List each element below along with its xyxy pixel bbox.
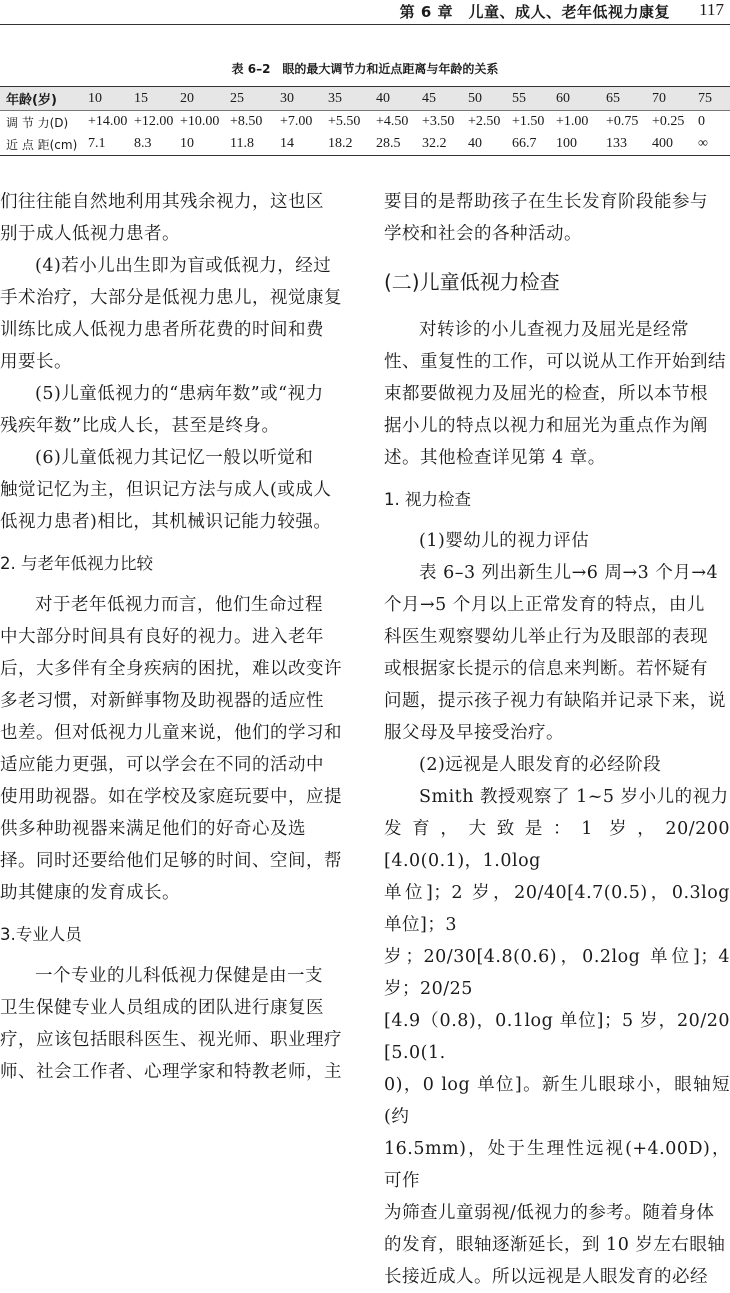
text-line: 性、重复性的工作，可以说从工作开始到结	[384, 352, 726, 372]
table-cell: 66.7	[512, 133, 556, 156]
table-row	[0, 133, 730, 156]
text-line: 学校和社会的各种活动。	[384, 224, 582, 244]
section-heading: 3.专业人员	[0, 925, 82, 944]
table-cell: +0.75	[606, 114, 639, 129]
text-line: 中大部分时间具有良好的视力。进入老年	[0, 627, 324, 647]
paragraph	[0, 378, 352, 442]
table-cell: 15	[134, 87, 180, 111]
paragraph	[0, 186, 352, 250]
text-line: (5)儿童低视力的“患病年数”或“视力	[35, 384, 324, 404]
table-cell: 65	[606, 87, 652, 111]
table-cell: 100	[556, 133, 606, 156]
right-column	[384, 186, 730, 1293]
text-line: 助其健康的发育成长。	[0, 883, 180, 903]
table-cell: 18.2	[328, 133, 376, 156]
table-row	[0, 111, 730, 134]
text-line: 对转诊的小儿查视力及屈光是经常	[419, 320, 689, 340]
table-cell: +3.50	[422, 114, 455, 129]
row-label: 近 点 距(cm)	[0, 133, 88, 156]
paragraph	[384, 781, 730, 1293]
text-line: 后，大多伴有全身疾病的困扰，难以改变许	[0, 659, 342, 679]
row-label: 年龄(岁)	[0, 87, 88, 111]
text-line: 残疾年数”比成人长，甚至是终身。	[0, 416, 280, 436]
table-cell: 133	[606, 133, 652, 156]
table-cell: +5.50	[328, 114, 361, 129]
table-cell: 40	[376, 87, 422, 111]
table-cell: 7.1	[88, 133, 134, 156]
text-line: 适应能力更强，可以学会在不同的活动中	[0, 755, 324, 775]
paragraph	[384, 186, 730, 250]
paragraph	[384, 749, 730, 781]
section-heading: 1. 视力检查	[384, 490, 471, 509]
text-line: (6)儿童低视力其记忆一般以听觉和	[35, 448, 314, 468]
text-line: 问题，提示孩子视力有缺陷并记录下来，说	[384, 691, 726, 711]
paragraph	[384, 525, 730, 557]
text-line: 长接近成人。所以远视是人眼发育的必经	[384, 1267, 708, 1287]
table-cell: +0.25	[652, 114, 685, 129]
text-line: (1)婴幼儿的视力评估	[419, 531, 590, 551]
text-line: 师、社会工作者、心理学家和特教老师，主	[0, 1062, 342, 1082]
text-line: 也差。但对低视力儿童来说，他们的学习和	[0, 723, 342, 743]
text-line: 据小儿的特点以视力和屈光为重点作为阐	[384, 416, 708, 436]
text-line: (4)若小儿出生即为盲或低视力，经过	[35, 256, 332, 276]
text-line: 或根据家长提示的信息来判断。若怀疑有	[384, 659, 708, 679]
table-caption: 表 6–2 眼的最大调节力和近点距离与年龄的关系	[231, 62, 499, 76]
table-cell: 400	[652, 133, 698, 156]
table-cell: 32.2	[422, 133, 468, 156]
table-cell: ∞	[698, 133, 730, 156]
text-line: 手术治疗，大部分是低视力患儿，视觉康复	[0, 288, 342, 308]
text-line: 们往往能自然地利用其残余视力，这也区	[0, 192, 324, 212]
text-line: 触觉记忆为主，但识记方法与成人(或成人	[0, 480, 332, 500]
text-line: Smith 教授观察了 1~5 岁小儿的视力	[419, 787, 729, 807]
table-cell: 35	[328, 87, 376, 111]
section-heading: 2. 与老年低视力比较	[0, 554, 153, 573]
text-line: (2)远视是人眼发育的必经阶段	[419, 755, 662, 775]
table-cell: 50	[468, 87, 512, 111]
left-column	[0, 186, 352, 1088]
paragraph	[0, 442, 352, 538]
table-cell: +8.50	[230, 114, 263, 129]
row-label: 调 节 力(D)	[6, 115, 69, 130]
text-line: 发育，大致是：1 岁，20/200 [4.0(0.1)，1.0log	[384, 819, 730, 871]
table-cell: +12.00	[134, 114, 174, 129]
chapter-title: 第 6 章 儿童、成人、老年低视力康复	[399, 3, 670, 21]
text-line: 别于成人低视力患者。	[0, 224, 180, 244]
page-header	[0, 0, 730, 25]
section-heading: (二)儿童低视力检查	[384, 270, 560, 294]
text-line: 择。同时还要给他们足够的时间、空间，帮	[0, 851, 342, 871]
table-cell: +14.00	[88, 114, 128, 129]
table-cell: 30	[280, 87, 328, 111]
text-line: 使用助视器。如在学校及家庭玩要中，应提	[0, 787, 342, 807]
table-cell: 0	[698, 114, 705, 129]
paragraph	[0, 589, 352, 909]
text-line: 16.5mm)，处于生理性远视(+4.00D)，可作	[384, 1139, 730, 1191]
table-cell: 14	[280, 133, 328, 156]
text-line: 对于老年低视力而言，他们生命过程	[35, 595, 323, 615]
table-cell: +1.50	[512, 114, 545, 129]
age-accommodation-table	[0, 86, 730, 156]
table-cell: 55	[512, 87, 556, 111]
table-cell: 10	[180, 133, 230, 156]
text-line: 述。其他检查详见第 4 章。	[384, 448, 606, 468]
text-line: 疗，应该包括眼科医生、视光师、职业理疗	[0, 1030, 342, 1050]
table-cell: 20	[180, 87, 230, 111]
table-cell: 28.5	[376, 133, 422, 156]
page-number: 117	[699, 0, 724, 19]
text-line: [4.9（0.8)，0.1log 单位]；5 岁，20/20 [5.0(1.	[384, 1011, 730, 1063]
text-line: 为筛查儿童弱视/低视力的参考。随着身体	[384, 1203, 715, 1223]
text-line: 束都要做视力及屈光的检查，所以本节根	[384, 384, 708, 404]
text-line: 要目的是帮助孩子在生长发育阶段能参与	[384, 192, 708, 212]
text-line: 单位]；2 岁，20/40[4.7(0.5)，0.3log 单位]；3	[384, 883, 730, 935]
paragraph	[384, 314, 730, 474]
table-cell: 25	[230, 87, 280, 111]
table-cell: 60	[556, 87, 606, 111]
text-line: 科医生观察婴幼儿举止行为及眼部的表现	[384, 627, 708, 647]
paragraph	[384, 557, 730, 749]
table-cell: 45	[422, 87, 468, 111]
table-cell: +1.00	[556, 114, 589, 129]
text-line: 个月→5 个月以上正常发育的特点，由儿	[384, 595, 705, 615]
text-line: 的发育，眼轴逐渐延长，到 10 岁左右眼轴	[384, 1235, 726, 1255]
text-line: 服父母及早接受治疗。	[384, 723, 564, 743]
table-cell: +10.00	[180, 114, 220, 129]
text-line: 岁；20/30[4.8(0.6)，0.2log 单位]；4 岁；20/25	[384, 947, 730, 999]
table-cell: 11.8	[230, 133, 280, 156]
text-line: 一个专业的儿科低视力保健是由一支	[35, 966, 323, 986]
table-cell: 70	[652, 87, 698, 111]
table-row	[0, 87, 730, 111]
text-line: 低视力患者)相比，其机械识记能力较强。	[0, 512, 332, 532]
text-line: 用要长。	[0, 352, 72, 372]
text-line: 多老习惯，对新鲜事物及助视器的适应性	[0, 691, 324, 711]
text-line: 训练比成人低视力患者所花费的时间和费	[0, 320, 324, 340]
table-cell: 75	[698, 87, 730, 111]
paragraph	[0, 960, 352, 1088]
table-cell: +7.00	[280, 114, 313, 129]
table-cell: 8.3	[134, 133, 180, 156]
paragraph	[0, 250, 352, 378]
table-cell: +4.50	[376, 114, 409, 129]
text-line: 卫生保健专业人员组成的团队进行康复医	[0, 998, 324, 1018]
text-line: 供多种助视器来满足他们的好奇心及选	[0, 819, 306, 839]
table-cell: 40	[468, 133, 512, 156]
table-cell: +2.50	[468, 114, 501, 129]
text-line: 0)，0 log 单位]。新生儿眼球小，眼轴短(约	[384, 1075, 730, 1127]
table-cell: 10	[88, 87, 134, 111]
text-line: 表 6–3 列出新生儿→6 周→3 个月→4	[419, 563, 719, 583]
